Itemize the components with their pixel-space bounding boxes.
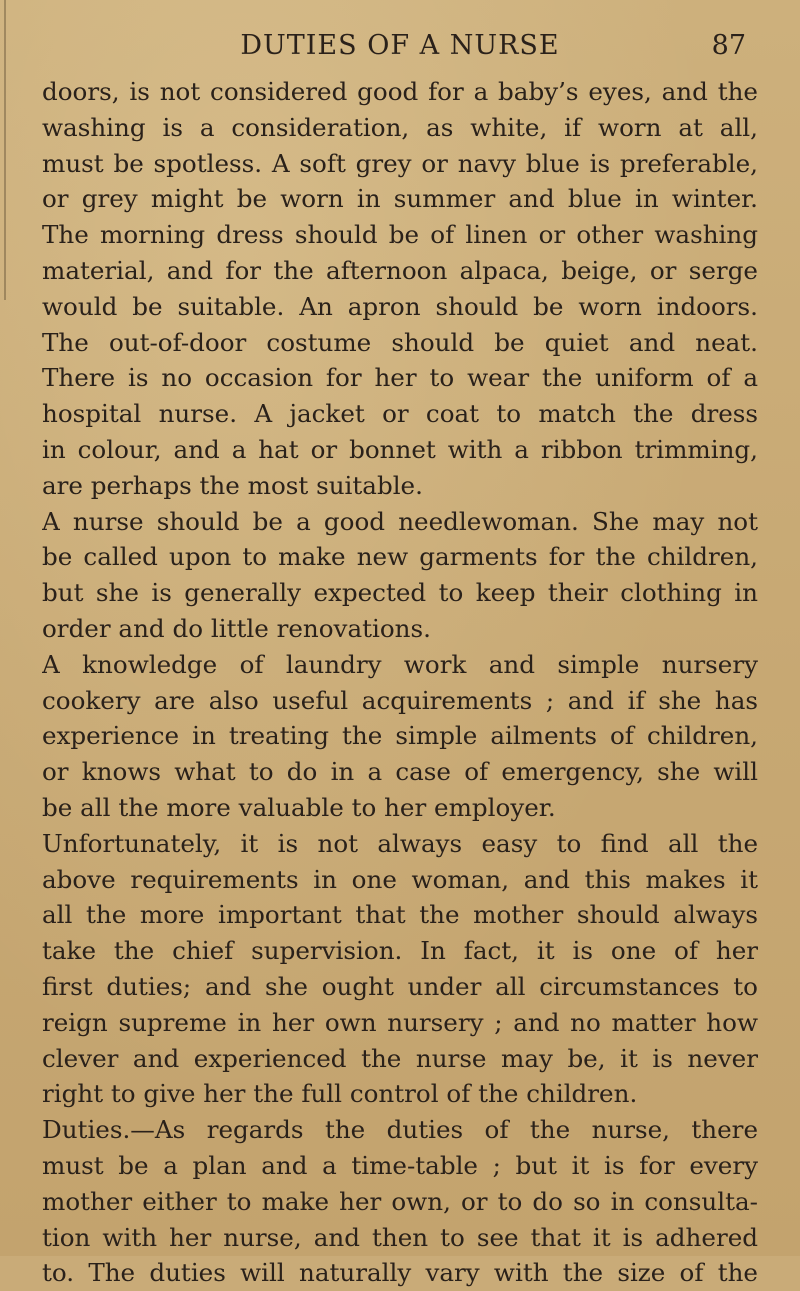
text-line: all the more important that the mother should always <box>42 900 758 930</box>
text-line: or knows what to do in a case of emergency, she will <box>42 757 758 787</box>
text-line: The out-of-door costume should be quiet and neat. <box>42 327 758 357</box>
text-line: or grey might be worn in summer and blue in winter. <box>42 184 758 214</box>
text-line: doors, is not considered good for a baby’s eyes, and the <box>42 77 758 106</box>
text-line: A knowledge of laundry work and simple nursery <box>42 649 758 679</box>
body-text <box>42 74 758 1291</box>
text-line: mother either to make her own, or to do so in consulta- <box>42 1186 758 1216</box>
text-line: Duties.—As regards the duties of the nurse, there <box>42 1115 758 1145</box>
text-line: be called upon to make new garments for the children, <box>42 542 758 572</box>
text-line: A nurse should be a good needlewoman. She may not <box>42 506 758 536</box>
text-line: The morning dress should be of linen or other washing <box>42 220 758 250</box>
text-line: take the chief supervision. In fact, it is one of her <box>42 936 758 966</box>
text-line: cookery are also useful acquirements ; and if she has <box>42 685 758 715</box>
running-head: DUTIES OF A NURSE <box>240 30 560 61</box>
text-line: reign supreme in her own nursery ; and no matter how <box>42 1007 758 1037</box>
text-line: be all the more valuable to her employer. <box>42 792 556 822</box>
page-number: 87 <box>711 30 746 61</box>
text-line: in colour, and a hat or bonnet with a ribbon trimming, <box>42 434 758 464</box>
text-line: but she is generally expected to keep their clothing in <box>42 578 758 608</box>
text-line: above requirements in one woman, and this makes it <box>42 864 758 894</box>
text-line: material, and for the afternoon alpaca, beige, or serge <box>42 255 758 285</box>
text-line: are perhaps the most suitable. <box>42 470 423 500</box>
text-line: first duties; and she ought under all circumstances to <box>42 971 758 1001</box>
text-line: right to give her the full control of the children. <box>42 1079 638 1109</box>
text-line: would be suitable. An apron should be worn indoors. <box>42 291 758 321</box>
text-line: tion with her nurse, and then to see that it is adhered <box>42 1222 758 1252</box>
text-line: There is no occasion for her to wear the uniform of a <box>42 363 758 393</box>
text-line: order and do little renovations. <box>42 613 431 643</box>
text-line: washing is a consideration, as white, if worn at all, <box>42 112 758 142</box>
text-line: Unfortunately, it is not always easy to find all the <box>42 828 758 858</box>
text-line: must be spotless. A soft grey or navy blue is preferable, <box>42 148 758 178</box>
text-line: clever and experienced the nurse may be, it is never <box>42 1043 758 1073</box>
page-header <box>0 30 800 66</box>
text-line: experience in treating the simple ailments of children, <box>42 721 758 751</box>
text-line: hospital nurse. A jacket or coat to match the dress <box>42 399 758 429</box>
text-line: to. The duties will naturally vary with the size of the <box>42 1258 758 1288</box>
text-line: must be a plan and a time-table ; but it is for every <box>42 1150 758 1180</box>
